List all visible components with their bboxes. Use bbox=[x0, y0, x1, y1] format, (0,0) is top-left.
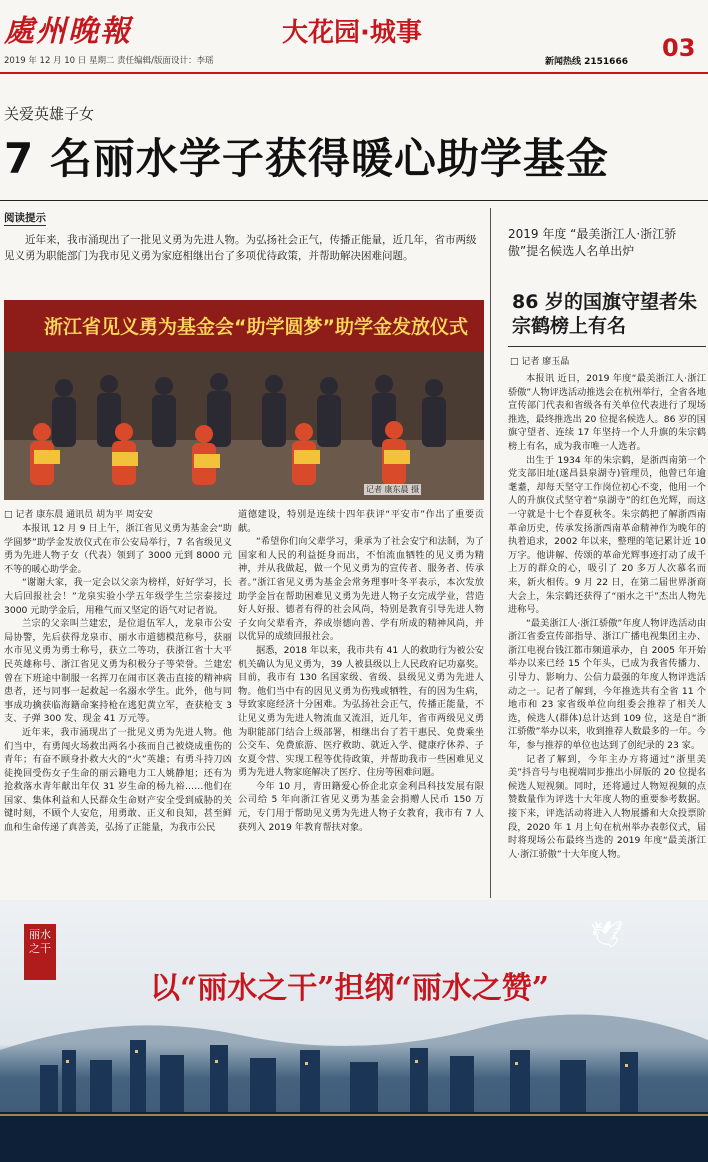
paragraph: 道德建设，特别是连续十四年获评“平安市”作出了重要贡献。 bbox=[238, 509, 484, 534]
side-story-byline: □ 记者 廖玉晶 bbox=[510, 357, 570, 367]
side-story-body bbox=[508, 372, 706, 861]
page-number: 03 bbox=[662, 34, 696, 62]
paragraph: 兰宗的父亲叫兰建宏，是位退伍军人，龙泉市公安局协警，先后获得龙泉市、丽水市道德模范称号，获丽水市见义勇为勇士称号，获立二等功，获浙江省十大平民英雄称号、浙江省见义勇为积极分子等荣誉。兰建宏曾在下班途中制服一名挥刀在闹市区袭击直接的精神病患者，还与同事一起救起一名溺水学生。此外，他与同事成功擒获临海籍命案持枪在逃犯黄立军，查获枪支 3 支、子弹 300 发、现金 41 万元等。 bbox=[4, 618, 232, 725]
paragraph: 出生于 1934 年的朱宗鹤，是浙西南第一个党支部旧址(遂昌县泉湖寺)管理员，他曾已年逾耄耋，却每天坚守工作岗位初心不变，他用一个人的升旗仪式坚守着“泉湖寺”的红色光辉，而这一守就是十七个春夏秋冬。朱宗鹤把了解浙西南革命历史，传承发扬浙西南革命精神作为晚年的执着追求，2002 年以来，整理的笔记累计近 10 万字。他讲解、传颂的革命光辉事迹打动了成千上万的群众的心，吸引了 20 多万人次慕名而来，新火相传。9 月 22 日，在第二届世界浙商大会上，朱宗鹤还获得了“丽水之干”杰出人物先进称号。 bbox=[508, 454, 706, 616]
side-story-divider bbox=[508, 346, 706, 347]
side-story-byline-text: 记者 廖玉晶 bbox=[521, 357, 570, 367]
main-story-column-2 bbox=[238, 508, 484, 834]
main-story-byline: □ 记者 康东晨 通讯员 胡为平 周安安 bbox=[4, 510, 153, 520]
date-editor-line: 2019 年 12 月 10 日 星期二 责任编辑/版面设计：李瑶 bbox=[4, 56, 214, 66]
headline-divider bbox=[0, 200, 708, 201]
paragraph: “希望你们向父辈学习，秉承为了社会安宁和法制，为了国家和人民的利益挺身而出，不怕流血牺牲的见义勇为精神，并从我做起，做一个见义勇为的宣传者、服务者、传承者。”浙江省见义勇为基金会常务理事叶冬平表示，本次发放助学金旨在帮助困难见义勇为先进人物子女完成学业，营造好人好报、德者有得的社会风尚，特别是教育引导先进人物子女向父辈看齐，养成崇德向善、学有所成的精神风尚，并以优异的成绩回报社会。 bbox=[238, 536, 484, 643]
main-story-headline: 7 名丽水学子获得暖心助学基金 bbox=[4, 134, 609, 183]
masthead bbox=[0, 0, 708, 72]
paragraph: 近年来，我市涌现出了一批见义勇为先进人物。他们当中，有勇闯火场救出两名小孩而自己被烧成重伤的青年；有奋不顾身扑救大火的“火”英雄；有勇斗持刀凶徒挽回受伤女子生命的丽云籍电力工人姚静旭；还有为抢救落水青年献出年仅 31 岁生命的杨九裕……他们在国家、集体利益和人民群众生命财产安全受到威胁的关键时刻，不顾个人安危，用勇敢、正义和良知，甚至鲜血和生命传递了真善美，弘扬了正能量，为我市公民 bbox=[4, 726, 232, 834]
paragraph: 本报讯 12 月 9 日上午，浙江省见义勇为基金会“助学圆梦”助学金发放仪式在市公安局举行，7 名省级见义勇为先进人物子女（代表）领到了 3000 元到 8000 元不等的暖心助学金。 bbox=[4, 523, 232, 575]
column-divider bbox=[490, 208, 491, 898]
reading-tip-text: 近年来，我市涌现出了一批见义勇为先进人物。为弘扬社会正气，传播正能量，近几年，省市两级见义勇为职能部门为我市见义勇为家庭相继出台了多项优待政策，并帮助解决困难问题。 bbox=[4, 234, 477, 262]
paragraph: “最美浙江人·浙江骄傲”年度人物评选活动由浙江省委宣传部指导、浙江广播电视集团主办、浙江电视台钱江都市频道承办，自 2005 年开始举办以来已经 15 个年头，已成为我省传播力、引导力、影响力、公信力最强的年度人物评选活动之一。记者了解到，今年推选共有全省 11 个地市和 23 家省级单位向组委会推荐了相关人选，候选人(群体)总计达到 109 位，这是自“浙江骄傲”举办以来，收到推荐人数最多的一年。今年，参与推荐的单位也达到了创纪录的 23 家。 bbox=[508, 617, 706, 752]
side-story-kicker: 2019 年度 “最美浙江人·浙江骄傲”提名候选人名单出炉 bbox=[508, 227, 677, 258]
reading-tip-label: 阅读提示 bbox=[4, 212, 46, 224]
paragraph: “谢谢大家，我一定会以父亲为榜样，好好学习，长大后回报社会！”龙泉实验小学五年级学生兰宗泰接过 3000 元助学金后，用稚气而又坚定的语气对记者说。 bbox=[4, 577, 232, 616]
section-title: 大花园·城事 bbox=[282, 18, 422, 48]
main-story-kicker: 关爱英雄子女 bbox=[4, 105, 95, 123]
paragraph: 记者了解到，今年主办方将通过“浙里美美”抖音号与电视端同步推出小屏版的 20 位提名候选人短视频。同时，还将通过人物短视频的点赞数量作为评选十大年度人物的重要参考数据。接下来，评选活动将进入人物展播和大众投票阶段，2020 年 1 月上旬在杭州举办表彰仪式，届时将现场公布最终当选的 2019 年度“最美浙江人·浙江骄傲”十大年度人物。 bbox=[508, 753, 706, 860]
masthead-divider bbox=[0, 72, 708, 74]
photo-credit: 记者 康东晨 摄 bbox=[366, 485, 420, 494]
news-hotline: 新闻热线 2151666 bbox=[545, 57, 628, 67]
main-story-byline-text: 记者 康东晨 通讯员 胡为平 周安安 bbox=[15, 510, 153, 520]
newspaper-logo: 處州晚報 bbox=[4, 14, 132, 49]
ceremony-photo bbox=[4, 300, 484, 500]
photo-banner-text: 浙江省见义勇为基金会“助学圆梦”助学金发放仪式 bbox=[44, 316, 468, 338]
side-story-headline: 86 岁的国旗守望者朱宗鹤榜上有名 bbox=[512, 291, 698, 337]
paragraph: 今年 10 月，青田籍爱心侨企北京金利昌科技发展有限公司给 5 年向浙江省见义勇为基金会捐赠人民币 150 万元，专门用于帮助见义勇为先进人物子女教育，我市有 7 人获列入 2019 年教育帮扶对象。 bbox=[238, 780, 484, 833]
ad-slogan: 以“丽水之干”担纲“丽水之赞” bbox=[150, 971, 550, 1006]
bird-icon: 🕊 bbox=[590, 920, 624, 950]
paragraph: 据悉，2018 年以来，我市共有 41 人的救助行为被公安机关确认为见义勇为，39 人被县级以上人民政府记功嘉奖。目前，我市有 130 名国家级、省级、县级见义勇为先进人物。他们当中有的因见义勇为伤残或牺牲，有的因为生病，导致家庭经济十分困难。为弘扬社会正气，传播正能量，不让见义勇为先进人物流血又流泪，近几年，省市两级见义勇为职能部门结合上级部署，相继出台了若干惠民、免费乘坐公交车、免费旅游、医疗救助、就近入学、健康疗休养、子女夏令营、实现工程等优待政策，并帮助我市一些困难见义勇为先进人物家庭解决了医疗、住房等困难问题。 bbox=[238, 644, 484, 779]
public-service-ad bbox=[0, 900, 708, 1162]
paragraph: 本报讯 近日，2019 年度“最美浙江人·浙江骄傲”人物评选活动推选会在杭州举行，全省各地宣传部门代表和省级各有关单位代表进行了现场推选，最终推选出 20 位提名候选人。86 岁的国旗守望者、连续 17 年坚持一个人升旗的朱宗鹤榜上有名，成为我市唯一人选者。 bbox=[508, 373, 706, 452]
ad-seal: 丽水之干 bbox=[24, 924, 56, 980]
main-story-column-1 bbox=[4, 522, 232, 835]
